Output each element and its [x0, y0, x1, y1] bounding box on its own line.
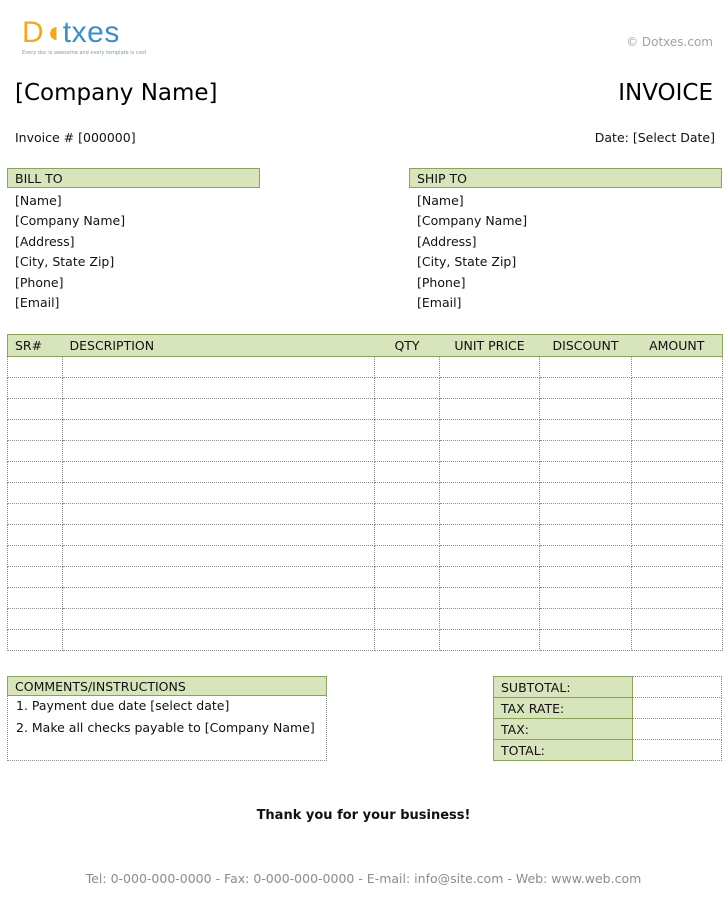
- logo-letter-d: D: [22, 16, 45, 49]
- total-label: TOTAL:: [494, 740, 633, 761]
- table-row: [8, 609, 723, 630]
- cell-amount[interactable]: [632, 357, 723, 378]
- cell-sr[interactable]: [8, 588, 63, 609]
- cell-qty[interactable]: [375, 399, 440, 420]
- ship-to-city[interactable]: [City, State Zip]: [417, 254, 517, 270]
- logo-doc-icon: ◖: [44, 16, 63, 49]
- cell-sr[interactable]: [8, 357, 63, 378]
- cell-description[interactable]: [63, 420, 375, 441]
- cell-sr[interactable]: [8, 525, 63, 546]
- cell-qty[interactable]: [375, 525, 440, 546]
- cell-discount[interactable]: [540, 546, 632, 567]
- bill-to-address: [15, 191, 125, 313]
- table-row: [8, 525, 723, 546]
- invoice-title: INVOICE: [618, 80, 713, 106]
- cell-sr[interactable]: [8, 483, 63, 504]
- cell-sr[interactable]: [8, 378, 63, 399]
- comments-header: COMMENTS/INSTRUCTIONS: [7, 676, 327, 696]
- cell-description[interactable]: [63, 567, 375, 588]
- items-header-row: [8, 335, 723, 357]
- bill-to-name[interactable]: [Name]: [15, 193, 62, 208]
- cell-unit-price[interactable]: [440, 378, 540, 399]
- table-row: [8, 504, 723, 525]
- cell-unit-price[interactable]: [440, 441, 540, 462]
- cell-qty[interactable]: [375, 588, 440, 609]
- cell-qty[interactable]: [375, 462, 440, 483]
- cell-amount[interactable]: [632, 462, 723, 483]
- cell-description[interactable]: [63, 609, 375, 630]
- cell-description[interactable]: [63, 546, 375, 567]
- ship-to-street[interactable]: [Address]: [417, 233, 477, 249]
- table-row: [8, 441, 723, 462]
- col-discount: DISCOUNT: [540, 335, 632, 357]
- cell-unit-price[interactable]: [440, 357, 540, 378]
- table-row: [8, 588, 723, 609]
- cell-discount[interactable]: [540, 357, 632, 378]
- cell-unit-price[interactable]: [440, 462, 540, 483]
- cell-discount[interactable]: [540, 525, 632, 546]
- bill-to-phone[interactable]: [Phone]: [15, 274, 64, 290]
- table-row: [8, 399, 723, 420]
- cell-unit-price[interactable]: [440, 420, 540, 441]
- tax-label: TAX:: [494, 719, 633, 740]
- cell-sr[interactable]: [8, 462, 63, 483]
- table-row: [8, 630, 723, 651]
- cell-amount[interactable]: [632, 567, 723, 588]
- invoice-date[interactable]: Date: [Select Date]: [594, 130, 715, 145]
- cell-discount[interactable]: [540, 378, 632, 399]
- cell-discount[interactable]: [540, 567, 632, 588]
- cell-description[interactable]: [63, 441, 375, 462]
- ship-to-phone[interactable]: [Phone]: [417, 274, 466, 290]
- cell-sr[interactable]: [8, 420, 63, 441]
- cell-qty[interactable]: [375, 504, 440, 525]
- cell-unit-price[interactable]: [440, 567, 540, 588]
- cell-qty[interactable]: [375, 420, 440, 441]
- cell-discount[interactable]: [540, 483, 632, 504]
- cell-unit-price[interactable]: [440, 483, 540, 504]
- cell-qty[interactable]: [375, 546, 440, 567]
- cell-discount[interactable]: [540, 399, 632, 420]
- cell-qty[interactable]: [375, 630, 440, 651]
- col-sr: SR#: [8, 335, 63, 357]
- bill-to-header: BILL TO: [7, 168, 260, 188]
- cell-amount[interactable]: [632, 420, 723, 441]
- bill-to-email[interactable]: [Email]: [15, 295, 60, 311]
- table-row: [8, 546, 723, 567]
- table-row: [8, 357, 723, 378]
- cell-qty[interactable]: [375, 567, 440, 588]
- cell-sr[interactable]: [8, 399, 63, 420]
- totals-table: [493, 676, 722, 761]
- bill-to-company[interactable]: [Company Name]: [15, 213, 126, 229]
- table-row: [8, 462, 723, 483]
- cell-discount[interactable]: [540, 462, 632, 483]
- cell-discount[interactable]: [540, 441, 632, 462]
- cell-qty[interactable]: [375, 441, 440, 462]
- totals-row: [494, 740, 722, 761]
- cell-amount[interactable]: [632, 525, 723, 546]
- totals-row: [494, 719, 722, 740]
- cell-discount[interactable]: [540, 630, 632, 651]
- cell-unit-price[interactable]: [440, 525, 540, 546]
- cell-discount[interactable]: [540, 504, 632, 525]
- ship-to-company[interactable]: [Company Name]: [417, 213, 528, 229]
- bill-to-street[interactable]: [Address]: [15, 233, 75, 249]
- cell-description[interactable]: [63, 483, 375, 504]
- cell-discount[interactable]: [540, 420, 632, 441]
- cell-discount[interactable]: [540, 588, 632, 609]
- cell-description[interactable]: [63, 378, 375, 399]
- items-body: [8, 357, 723, 651]
- bill-to-city[interactable]: [City, State Zip]: [15, 254, 115, 270]
- cell-qty[interactable]: [375, 483, 440, 504]
- cell-amount[interactable]: [632, 588, 723, 609]
- cell-description[interactable]: [63, 357, 375, 378]
- cell-amount[interactable]: [632, 630, 723, 651]
- cell-amount[interactable]: [632, 546, 723, 567]
- cell-sr[interactable]: [8, 546, 63, 567]
- cell-amount[interactable]: [632, 483, 723, 504]
- cell-qty[interactable]: [375, 378, 440, 399]
- comment-line-2[interactable]: 2. Make all checks payable to [Company Name]: [16, 720, 315, 735]
- ship-to-name[interactable]: [Name]: [417, 193, 464, 208]
- items-table: [7, 334, 723, 651]
- cell-sr[interactable]: [8, 504, 63, 525]
- cell-unit-price[interactable]: [440, 588, 540, 609]
- ship-to-email[interactable]: [Email]: [417, 295, 462, 311]
- cell-sr[interactable]: [8, 441, 63, 462]
- table-row: [8, 483, 723, 504]
- cell-description[interactable]: [63, 462, 375, 483]
- cell-unit-price[interactable]: [440, 630, 540, 651]
- table-row: [8, 420, 723, 441]
- cell-amount[interactable]: [632, 609, 723, 630]
- cell-amount[interactable]: [632, 504, 723, 525]
- cell-sr[interactable]: [8, 567, 63, 588]
- comments-box[interactable]: [7, 696, 327, 761]
- col-qty: QTY: [375, 335, 440, 357]
- logo-text: txes: [62, 16, 120, 49]
- cell-qty[interactable]: [375, 609, 440, 630]
- total-value[interactable]: [633, 740, 722, 761]
- cell-amount[interactable]: [632, 378, 723, 399]
- cell-unit-price[interactable]: [440, 546, 540, 567]
- company-name[interactable]: [Company Name]: [15, 80, 218, 106]
- cell-unit-price[interactable]: [440, 609, 540, 630]
- col-unit-price: UNIT PRICE: [440, 335, 540, 357]
- cell-description[interactable]: [63, 399, 375, 420]
- totals-row: [494, 677, 722, 698]
- tax-rate-value[interactable]: [633, 698, 722, 719]
- cell-description[interactable]: [63, 525, 375, 546]
- tax-rate-label: TAX RATE:: [494, 698, 633, 719]
- col-description: DESCRIPTION: [63, 335, 375, 357]
- cell-unit-price[interactable]: [440, 504, 540, 525]
- col-amount: AMOUNT: [632, 335, 723, 357]
- thank-you-message: Thank you for your business!: [256, 808, 471, 823]
- logo-tagline: Every doc is awesome and every template is cool: [22, 50, 147, 56]
- cell-discount[interactable]: [540, 609, 632, 630]
- subtotal-value[interactable]: [633, 677, 722, 698]
- cell-qty[interactable]: [375, 357, 440, 378]
- copyright: © Dotxes.com: [626, 35, 713, 49]
- cell-unit-price[interactable]: [440, 399, 540, 420]
- cell-sr[interactable]: [8, 609, 63, 630]
- cell-amount[interactable]: [632, 399, 723, 420]
- cell-description[interactable]: [63, 588, 375, 609]
- logo: [22, 16, 147, 58]
- table-row: [8, 567, 723, 588]
- invoice-number[interactable]: Invoice # [000000]: [15, 130, 136, 145]
- footer-contact: Tel: 0-000-000-0000 - Fax: 0-000-000-0000 - E-mail: info@site.com - Web: www.web.com: [85, 871, 642, 886]
- ship-to-header: SHIP TO: [409, 168, 722, 188]
- cell-description[interactable]: [63, 504, 375, 525]
- cell-description[interactable]: [63, 630, 375, 651]
- ship-to-address: [417, 191, 527, 313]
- subtotal-label: SUBTOTAL:: [494, 677, 633, 698]
- totals-row: [494, 698, 722, 719]
- cell-sr[interactable]: [8, 630, 63, 651]
- cell-amount[interactable]: [632, 441, 723, 462]
- tax-value[interactable]: [633, 719, 722, 740]
- table-row: [8, 378, 723, 399]
- comment-line-1[interactable]: 1. Payment due date [select date]: [16, 698, 230, 713]
